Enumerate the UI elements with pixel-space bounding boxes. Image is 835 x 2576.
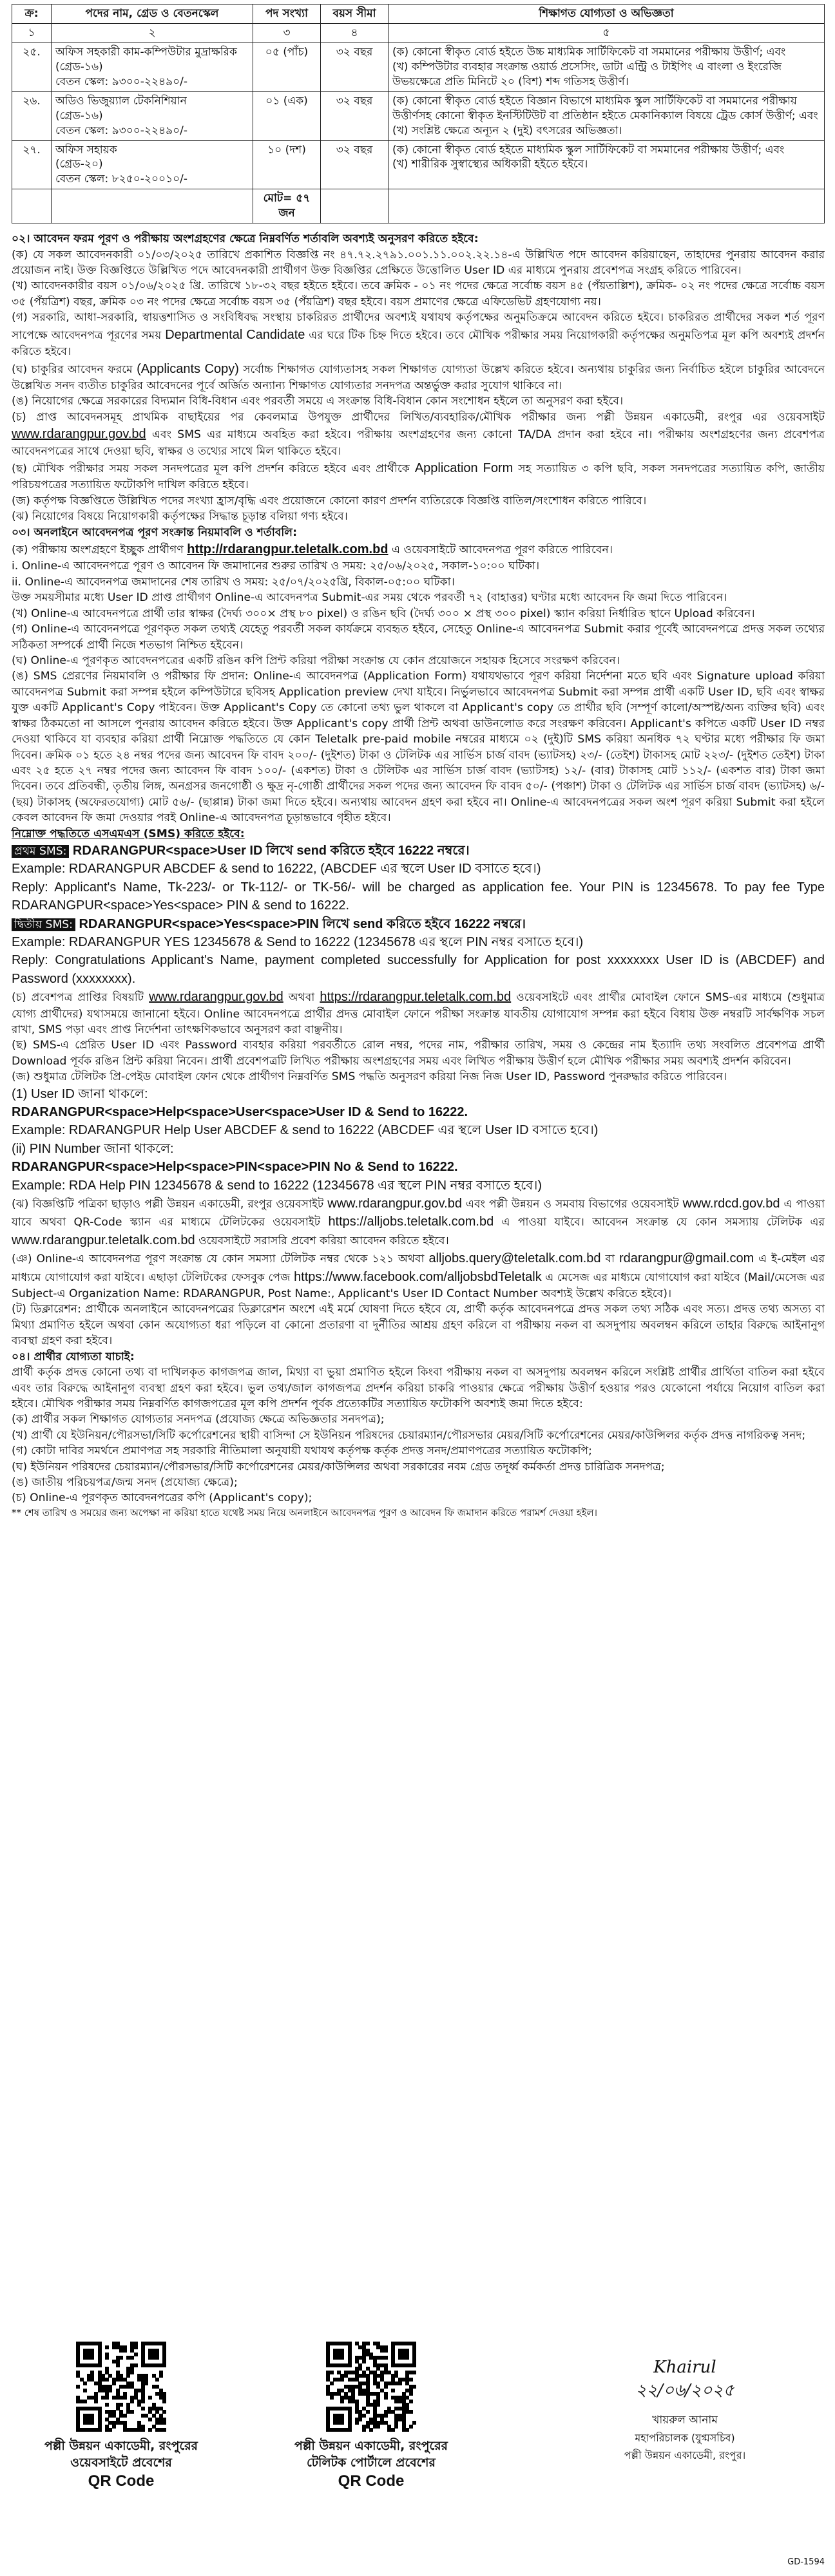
- website-link[interactable]: www.rdarangpur.gov.bd: [149, 990, 283, 1005]
- email-link[interactable]: alljobs.query@teletalk.com.bd: [428, 1251, 601, 1266]
- paragraph: Example: RDA Help PIN 12345678 & send to 16222 (12345678 এর স্থলে PIN নম্বর বসাতে হবে।): [12, 1178, 542, 1193]
- qr-module: [148, 2418, 152, 2421]
- row-age: ৩২ বছর: [321, 140, 389, 189]
- qr-module: [330, 2371, 334, 2374]
- paragraph: [12, 1195, 825, 1249]
- qr-module: [362, 2414, 366, 2418]
- text: এ পাওয়া যাইবে। আবেদন সংক্রান্ত যে কোন সমস্যায় টেলিটক এর: [501, 1216, 825, 1229]
- qr-module: [384, 2414, 388, 2418]
- header-count: পদ সংখ্যা: [253, 5, 321, 24]
- qr-module: [412, 2363, 416, 2367]
- page: [12, 4, 825, 2567]
- qr-module: [130, 2410, 134, 2414]
- row-qualification: (ক) কোনো স্বীকৃত বোর্ড হইতে মাধ্যমিক স্কুল সার্টিফিকেট বা সমমানের পরীক্ষায় উত্তীর্ণ; এবং (খ) শারীরিক সুস্বাস্থ্যের অধিকারী হইতে হইবে।: [389, 140, 825, 189]
- qr-module: [409, 2425, 413, 2429]
- total-row: [12, 189, 825, 223]
- text: (ক) পরীক্ষায় অংশগ্রহণে ইচ্ছুক প্রার্থীগণ: [12, 544, 184, 557]
- spacer: [12, 189, 52, 223]
- qr-module: [412, 2421, 416, 2425]
- qr-module: [76, 2385, 80, 2389]
- text: এবং SMS এর মাধ্যমে অবহিত করা হইবে। পরীক্ষায় অংশগ্রহণের জন্য কোনো TA/DA প্রদান করা হইবে না। পরীক্ষায় অংশগ্রহণের জন্য প্রবেশপত্র আবেদনপত্রের সাথে দেওয়া ছবি, স্বাক্ষর ও তথ্যের সাথে মিল থাকিতে হইবে।: [12, 428, 825, 458]
- caption-line: QR Code: [338, 2472, 405, 2490]
- sms-step: [12, 915, 825, 933]
- qr-module: [130, 2400, 134, 2403]
- qr-module: [394, 2425, 398, 2429]
- qr-module: [366, 2410, 370, 2414]
- sms1-reply: Reply: Applicant's Name, Tk-223/- or Tk-112/- or TK-56/- will be charged as application fee. Your PIN is 12345678. To pay fee Type RDARANGPUR<space>Yes<space> PIN & send to 16222.: [12, 880, 825, 913]
- row-count: ০৫ (পাঁচ): [253, 43, 321, 91]
- paragraph: [12, 410, 825, 459]
- post-scale: বেতন স্কেল: ৮২৫০-২০০১০/-: [55, 173, 188, 186]
- row-count: ০১ (এক): [253, 91, 321, 140]
- caption-line: পল্লী উন্নয়ন একাডেমী, রংপুরের: [44, 2439, 198, 2453]
- qr-module: [162, 2363, 166, 2367]
- paragraph: (ঙ) SMS প্রেরণের নিয়মাবলি ও পরীক্ষার ফি প্রদান: Online-এ আবেদনপত্র (Application Form) যথাযথভাবে পূরণ করিয়া নির্দেশনা মতে ছবি এবং Signature upload করিয়া আবেদনপত্র Submit করা সম্পন্ন হইলে কম্পিউটারে ছবিসহ Application preview দেখা যাইবে। নির্ভুলভাবে আবেদনপত্র Submit করা সম্পন্ন প্রার্থী একটি User ID, ছবি এবং স্বাক্ষর যুক্ত একটি Applicant's Copy পাইবেন। উক্ত Applicant's Copy তে কোনো তথ্য ভুল থাকলে বা Applicant's copy তে প্রার্থীর ছবি (সম্পূর্ণ কালো/অস্পষ্ট/অন্য ব্যক্তির ছবি) এবং স্বাক্ষর ঠিকমতো না আসলে পুনরায় আবেদন করিতে হইবে। উক্ত Applicant's copy প্রার্থী প্রিন্ট অথবা ডাউনলোড করে সংরক্ষণ করিবেন। Applicant's কপিতে একটি User ID নম্বর দেওয়া থাকিবে যা ব্যবহার করিয়া প্রার্থী নিম্নোক্ত পদ্ধতিতে যে কোন Teletalk pre-paid mobile নম্বরের মাধ্যমে ০২ (দুই)টি SMS করিয়া অনধিক ৭২ ঘণ্টার মধ্যে পরীক্ষার ফি জমা দিবেন। ক্রমিক ০১ হতে ২৪ নম্বর পদের জন্য আবেদন ফি বাবদ ২০০/- (দুইশত) টাকা ও টেলিটক এর সার্ভিস চার্জ বাবদ (ভ্যাটসহ) ২৩/- (তেইশ) টাকাসহ মোট ২২৩/- (দুইশত তেইশ) টাকা এবং ২৫ হতে ২৭ নম্বর পদের জন্য আবেদন ফি বাবদ ১০০/- (একশত) টাকা ও টেলিটক এর সার্ভিস চার্জ বাবদ (ভ্যাটসহ) ১২/- (বার) টাকাসহ মোট ১১২/- (একশত বার) টাকা জমা দিবেন। তবে প্রতিবন্ধী, তৃতীয় লিঙ্গ, অনগ্রসর জনগোষ্ঠী ও ক্ষুদ্র নৃ-গোষ্ঠী প্রার্থীদের সকল পদের জন্য আবেদন ফি বাবদ ৫০/- (পঞ্চাশ) টাকা ও টেলিটক এর সার্ভিস চার্জ বাবদ (ভ্যাটসহ) ৬/- (ছয়) টাকাসহ (অফেরতযোগ্য) মোট ৫৬/- (ছাপ্পান্ন) টাকা জমা দিতে হইবে। অন্যথায় আবেদন গ্রহণ করা হইবে না। Online-এ আবেদনপত্রের সকল অংশ পূরণ করিয়া Submit করা হইলে কেবল আবেদন ফি জমা দেওয়ার পরই Online-এ আবেদনপত্র চূড়ান্তভাবে গৃহীত হইবে।: [12, 670, 825, 825]
- qr-module: [162, 2421, 166, 2425]
- qr1-caption: [31, 2438, 211, 2492]
- qr-module: [119, 2356, 123, 2360]
- post-grade: (গ্রেড-১৬): [55, 109, 103, 122]
- row-age: ৩২ বছর: [321, 91, 389, 140]
- qr-module: [362, 2360, 366, 2363]
- qr-module: [105, 2378, 109, 2382]
- website-link[interactable]: www.rdarangpur.gov.bd: [12, 427, 146, 442]
- qr-module: [141, 2407, 145, 2410]
- paragraph: (চ) Online-এ পূরণকৃত আবেদনপত্রের কপি (Applicant's copy);: [12, 1492, 312, 1505]
- qr-module: [83, 2389, 87, 2392]
- qr-module: [405, 2428, 409, 2432]
- caption-line: ওয়েবসাইটে প্রবেশের: [70, 2455, 172, 2470]
- advice-note: ** শেষ তারিখ ও সময়ের জন্য অপেক্ষা না করিয়া হাতে যথেষ্ট সময় নিয়ে অনলাইনে আবেদনপত্র পূরণ ও আবেদন ফি জমাদান করিতে পরামর্শ দেওয়া হইল।: [12, 1506, 597, 1519]
- spacer: [321, 189, 389, 223]
- paragraph: [12, 988, 825, 1037]
- paragraph: (জ) কর্তৃপক্ষ বিজ্ঞপ্তিতে উল্লিখিত পদের সংখ্যা হ্রাস/বৃদ্ধি এবং প্রয়োজনে কোনো কারণ প্রদর্শন ব্যতিরেকে বিজ্ঞপ্তি বাতিল/সংশোধন করিতে পারিবে।: [12, 494, 647, 507]
- paragraph: [12, 360, 825, 394]
- paragraph: (খ) প্রার্থী যে ইউনিয়ন/পৌরসভা/সিটি কর্পোরেশনের স্থায়ী বাসিন্দা সে ইউনিয়ন পরিষদের চেয়ারম্যান/পৌরসভার মেয়র/সিটি কর্পোরেশনের মেয়র/কাউন্সিলর কর্তৃক প্রদত্ত নাগরিকত্ব সনদ;: [12, 1428, 806, 1442]
- sms2-reply: Reply: Congratulations Applicant's Name, payment completed successfully for Application for post xxxxxxxx User ID is (ABCDEF) and Password (xxxxxxxx).: [12, 953, 825, 986]
- qr-module: [409, 2378, 413, 2382]
- text: (গ) সরকারি, আধা-সরকারি, স্বায়ত্তশাসিত ও সংবিধিবদ্ধ সংস্থায় চাকরিরত প্রার্থীদের অবশ্যই যথাযথ কর্তৃপক্ষের অনুমতিক্রমে আবেদন করিতে হইবে। চাকরিরত প্রার্থীদের সকল শর্ত পূরণ সাপেক্ষে আবেদনপত্র পূরণের সময়: [12, 311, 825, 342]
- qr-module: [105, 2356, 109, 2360]
- signer-title: মহাপরিচালক (যুগ্মসচিব): [635, 2432, 735, 2444]
- qr-module: [348, 2428, 352, 2432]
- section-heading: ০৪। প্রার্থীর যোগ্যতা যাচাই:: [12, 1350, 135, 1363]
- qr-module: [358, 2418, 362, 2421]
- qr-module: [105, 2345, 109, 2349]
- email-link[interactable]: rdarangpur@gmail.com: [619, 1251, 754, 1266]
- text: ওয়েবসাইটে সরাসরি প্রবেশ করিয়া আবেদন করিতে হইবে।: [198, 1234, 449, 1247]
- index-cell: ৫: [389, 23, 825, 43]
- paragraph: (ঝ) নিয়োগের বিষয়ে নিয়োগকারী কর্তৃপক্ষের সিদ্ধান্ত চূড়ান্ত বলিয়া গণ্য হইবে।: [12, 510, 348, 524]
- text: এর ঘরে টিক চিহ্ন দিতে হইবে। তবে মৌখিক পরীক্ষার সময় নিয়োগকারী কর্তৃপক্ষের অনুমতিপত্র মূল কপি অবশ্যই প্রদর্শন করিতে হইবে।: [12, 328, 825, 359]
- paragraph: (খ) Online-এ আবেদনপত্রে প্রার্থী তার স্বাক্ষর (দৈর্ঘ্য ৩০০× প্রস্থ ৮০ pixel) ও রঙিন ছবি (দৈর্ঘ্য ৩০০ × প্রস্থ ৩০০ pixel) স্ক্যান করিয়া নির্ধারিত স্থানে Upload করিবেন।: [12, 607, 755, 620]
- paragraph: (গ) কোটা দাবির সমর্থনে প্রমাণপত্র সহ সরকারি নীতিমালা অনুযায়ী যথাযথ কর্তৃপক্ষ কর্তৃক প্রদত্ত সনদ/প্রমাণপত্রের সত্যায়িত ফটোকপি;: [12, 1444, 592, 1458]
- qr-module: [141, 2400, 145, 2403]
- paragraph: i. Online-এ আবেদনপত্রে পূরণ ও আবেদন ফি জমাদানের শুরুর তারিখ ও সময়: ২৫/০৬/২০২৫, সকাল-১০:০০ ঘটিকা।: [12, 560, 540, 573]
- qr-module: [141, 2428, 145, 2432]
- paragraph: [12, 540, 825, 558]
- header-qualification: শিক্ষাগত যোগ্যতা ও অভিজ্ঞতা: [389, 5, 825, 24]
- paragraph: (ii) PIN Number জানা থাকলে:: [12, 1141, 174, 1156]
- qr-module: [391, 2428, 395, 2432]
- qr-module: [405, 2356, 409, 2360]
- qr-module: [123, 2414, 127, 2418]
- paragraph: RDARANGPUR<space>Help<space>PIN<space>PIN No & Send to 16222.: [12, 1160, 458, 1175]
- qr-module: [391, 2389, 395, 2392]
- post-grade: (গ্রেড-২০): [55, 158, 103, 171]
- website-link[interactable]: https://alljobs.teletalk.com.bd: [328, 1215, 494, 1229]
- applicants-copy: (Applicants Copy): [137, 361, 239, 376]
- text: বা: [605, 1253, 615, 1266]
- website-link[interactable]: www.rdcd.gov.bd: [682, 1197, 780, 1211]
- notes-section: [12, 231, 825, 1520]
- row-count: ১০ (দশ): [253, 140, 321, 189]
- qr-module: [134, 2363, 138, 2367]
- qr-module: [98, 2363, 102, 2367]
- table-index-row: [12, 23, 825, 43]
- text: (চ) প্রাপ্ত আবেদনসমূহ প্রাথমিক বাছাইয়ের পর কেবলমাত্র উপযুক্ত প্রার্থীদের লিখিত/ব্যবহারিক/মৌখিক পরীক্ষার জন্য পল্লী উন্নয়ন একাডেমী, রংপুর এর ওয়েবসাইট: [12, 410, 825, 424]
- text: এ পাওয়া যাবে অথবা QR-Code স্ক্যান এর মাধ্যমে টেলিটকের ওয়েবসাইট: [12, 1198, 825, 1229]
- qr-module: [105, 2403, 109, 2407]
- row-sl: ২৬.: [12, 91, 52, 140]
- qr-module: [83, 2400, 87, 2403]
- qr-module: [362, 2428, 366, 2432]
- qr-module: [90, 2421, 94, 2425]
- qr-module: [155, 2378, 159, 2382]
- qr-module: [123, 2396, 127, 2400]
- table-row: [12, 140, 825, 189]
- qr-module: [348, 2363, 352, 2367]
- paragraph: (ছ) SMS-এ প্রেরিত User ID এবং Password ব্যবহার করিয়া পরবর্তীতে রোল নম্বর, পদের নাম, পরীক্ষার তারিখ, সময় ও কেন্দ্রের নাম ইত্যাদি তথ্য সংবলিত প্রবেশপত্র প্রার্থী Download পূর্বক রঙিন প্রিন্ট করিয়া নিবেন। প্রার্থী প্রবেশপত্রটি লিখিত পরীক্ষায় অংশগ্রহণের সময় এবং লিখিত পরীক্ষায় উত্তীর্ণ হলে মৌখিক পরীক্ষার সময় অবশ্যই প্রদর্শন করিবেন।: [12, 1039, 825, 1068]
- post-scale: বেতন স্কেল: ৯৩০০-২২৪৯০/-: [55, 75, 188, 88]
- teletalk-link[interactable]: http://rdarangpur.teletalk.com.bd: [187, 542, 389, 557]
- qr-module: [412, 2371, 416, 2374]
- qr-module: [159, 2374, 163, 2378]
- paragraph: [12, 310, 825, 359]
- qr-module: [98, 2428, 102, 2432]
- qr-module: [376, 2425, 380, 2429]
- qr2-caption: [281, 2438, 461, 2492]
- text: সর্বোচ্চ শিক্ষাগত যোগ্যতাসহ সকল শিক্ষাগত যোগ্যতা উল্লেখ করিতে হইবে। অন্যথায় চাকুরির জন্য নির্বাচিত হইলে চাকুরির আবেদনে উল্লেখিত সনদ ব্যতীত চাকুরির আবেদনের পূর্বে অর্জিত অন্যান্য শিক্ষাগত যোগ্যতার সনদপত্র অন্তর্ভুক্ত করার সুযোগ থাকিবে না।: [12, 363, 825, 392]
- posts-table: [12, 4, 825, 223]
- departmental-candidate: Departmental Candidate: [165, 327, 305, 342]
- text: অথবা: [288, 991, 315, 1005]
- text: (ঘ) চাকুরির আবেদন ফরমে: [12, 363, 133, 376]
- table-header-row: [12, 5, 825, 24]
- text: (ঝ) বিজ্ঞপ্তিটি পত্রিকা ছাড়াও পল্লী উন্নয়ন একাডেমী, রংপুর ওয়েবসাইট: [12, 1198, 324, 1211]
- qr-module: [130, 2371, 134, 2374]
- qr-module: [340, 2356, 344, 2360]
- application-form: Application Form: [414, 461, 513, 475]
- text: এ ই-মেইল এর মাধ্যমে যোগাযোগ করা যাইবে। এছাড়া টেলিটকের ফেসবুক পেজ: [12, 1253, 825, 1284]
- index-cell: ১: [12, 23, 52, 43]
- paragraph: (ঘ) Online-এ পূরণকৃত আবেদনপত্রের একটি রঙিন কপি প্রিন্ট করিয়া পরীক্ষা সংক্রান্ত যে কোন প্রয়োজনে সহায়ক হিসেবে সংরক্ষণ করিবেন।: [12, 654, 620, 667]
- text: এ মেসেজ এর মাধ্যমে যোগাযোগ করা যাইবে (Mail/মেসেজ এর Subject-এ Organization Name: RDARANGPUR, Post Name:, Applicant's User ID Contact Number অবশ্যই উল্লেখ করিতে হইবে)।: [12, 1271, 825, 1300]
- signature-block: [611, 2358, 759, 2465]
- sms1-text: RDARANGPUR<space>User ID লিখে send করিতে হইবে 16222 নম্বরে।: [72, 844, 470, 858]
- paragraph: Example: RDARANGPUR Help User ABCDEF & send to 16222 (ABCDEF এর স্থলে User ID বসাতে হবে।): [12, 1123, 599, 1138]
- qr-module: [412, 2385, 416, 2389]
- sms-intro: নিম্নোক্ত পদ্ধতিতে এসএমএস (SMS) করিতে হইবে:: [12, 827, 245, 840]
- qr-module: [108, 2389, 112, 2392]
- paragraph: RDARANGPUR<space>Help<space>User<space>User ID & Send to 16222.: [12, 1105, 468, 1120]
- qr-module: [162, 2428, 166, 2432]
- paragraph: ii. Online-এ আবেদনপত্র জমাদানের শেষ তারিখ ও সময়: ২৫/০৭/২০২৫খ্রি, বিকাল-০৫:০০ ঘটিকা।: [12, 575, 455, 589]
- caption-line: পল্লী উন্নয়ন একাডেমী, রংপুরের: [294, 2439, 448, 2453]
- text: ওয়েবসাইটে এবং প্রার্থীর মোবাইল ফোনে SMS-এর মাধ্যমে (শুধুমাত্র যোগ্য প্রার্থীদের) যথাসময়ে জানানো হইবে। Online আবেদনপত্রে প্রার্থীর প্রদত্ত মোবাইল ফোনে পরীক্ষা সংক্রান্ত যাবতীয় যোগাযোগ সম্পন্ন করা হইবে বিধায় উক্ত নম্বরটি সার্বক্ষণিক সচল রাখা, SMS পড়া এবং প্রাপ্ত নির্দেশনা তাৎক্ষণিকভাবে অনুসরণ করা বাঞ্ছনীয়।: [12, 991, 825, 1036]
- qr-module: [123, 2349, 127, 2353]
- row-post: [52, 43, 253, 91]
- qr-module: [340, 2378, 344, 2382]
- website-link[interactable]: www.rdarangpur.gov.bd: [327, 1197, 462, 1211]
- qr-module: [94, 2400, 98, 2403]
- header-sl: ক্র:: [12, 5, 52, 24]
- table-row: [12, 91, 825, 140]
- text: (চ) প্রবেশপত্র প্রাপ্তির বিষয়টি: [12, 991, 144, 1005]
- text: এ ওয়েবসাইটে আবেদনপত্র পূরণ করিতে পারিবেন।: [391, 544, 613, 557]
- row-post: [52, 91, 253, 140]
- qr-module: [384, 2356, 388, 2360]
- qr-module: [366, 2342, 370, 2345]
- paragraph: (ঙ) নিয়োগের ক্ষেত্রে সরকারের বিদ্যমান বিধি-বিধান এবং পরবর্তী সময়ে এ সংক্রান্ত বিধি-বিধান কোন সংশোধন হইলে তা অনুসরণ করা হইবে।: [12, 395, 624, 408]
- qr-module: [112, 2382, 116, 2385]
- qr-module: [108, 2428, 112, 2432]
- total-cell: মোট= ৫৭ জন: [253, 189, 321, 223]
- paragraph: (1) User ID জানা থাকলে:: [12, 1086, 148, 1101]
- post-name: অফিস সহকারী কাম-কম্পিউটার মুদ্রাক্ষরিক: [55, 45, 237, 59]
- website-qr-code-icon[interactable]: [76, 2342, 166, 2432]
- sms2-tag: দ্বিতীয় SMS:: [12, 918, 75, 931]
- caption-line: QR Code: [88, 2472, 155, 2490]
- index-cell: ২: [52, 23, 253, 43]
- header-post: পদের নাম, গ্রেড ও বেতনস্কেল: [52, 5, 253, 24]
- sms1-tag: প্রথম SMS:: [12, 845, 69, 858]
- table-row: [12, 43, 825, 91]
- qr-module: [409, 2410, 413, 2414]
- post-grade: (গ্রেড-১৬): [55, 60, 103, 73]
- qr-module: [162, 2410, 166, 2414]
- paragraph: (গ) Online-এ আবেদনপত্রে পূরণকৃত সকল তথ্যই যেহেতু পরবর্তী সকল কার্যক্রমে ব্যবহৃত হইবে, সেহেতু Online-এ আবেদনপত্র Submit করার পূর্বেই আবেদনপত্রে প্রদত্ত সকল তথ্যের সঠিকতা সম্পর্কে প্রার্থী নিজে শতভাগ নিশ্চিত হইবেন।: [12, 623, 825, 652]
- post-name: অফিস সহায়ক: [55, 143, 117, 156]
- paragraph: (ঙ) জাতীয় পরিচয়পত্র/জন্ম সনদ (প্রযোজ্য ক্ষেত্রে);: [12, 1476, 238, 1490]
- qr-module: [384, 2396, 388, 2400]
- section-heading: ০২। আবেদন ফরম পূরণ ও পরীক্ষায় অংশগ্রহণের ক্ষেত্রে নিম্নবর্ণিত শর্তাবলি অবশ্যই অনুসরণ করিতে হইবে:: [12, 232, 479, 246]
- paragraph: [12, 459, 825, 493]
- paragraph: [12, 1249, 825, 1302]
- qr-module: [119, 2403, 123, 2407]
- teletalk-link[interactable]: https://rdarangpur.teletalk.com.bd: [320, 990, 512, 1005]
- signature: Khairul ২২/০৬/২০২৫: [635, 2358, 734, 2400]
- text: (ঞ) Online-এ আবেদনপত্র পূরণ সংক্রান্ত যে কোন সমস্যা টেলিটক নম্বর থেকে ১২১ অথবা: [12, 1253, 425, 1266]
- section-heading: ০৩। অনলাইনে আবেদনপত্র পূরণ সংক্রান্ত নিয়মাবলি ও শর্তাবলি:: [12, 526, 297, 539]
- qr-module: [376, 2403, 380, 2407]
- index-cell: ৪: [321, 23, 389, 43]
- paragraph: (ঘ) ইউনিয়ন পরিষদের চেয়ারম্যান/পৌরসভার/সিটি কর্পোরেশনের মেয়র/কাউন্সিলর অথবা সরকারের নবম গ্রেড তদূর্ধ্ব কর্মকর্তা প্রদত্ত চারিত্রিক সনদপত্র;: [12, 1460, 665, 1473]
- paragraph: (ট) ডিক্লারেশন: প্রার্থীকে অনলাইনে আবেদনপত্রের ডিক্লারেশন অংশে এই মর্মে ঘোষণা দিতে হইবে যে, প্রার্থী কর্তৃক আবেদনপত্রে প্রদত্ত সকল তথ্য সঠিক এবং সত্য। প্রদত্ত তথ্য অসত্য বা মিথ্যা প্রমাণিত হইলে অথবা কোন অযোগ্যতা ধরা পড়িলে বা কোনো প্রতারণা বা দুর্নীতির আশ্রয় গ্রহণ করিলে বা পরীক্ষায় নকল বা অসদুপায় অবলম্বন করিলে তাহার বিরুদ্ধে আইনানুগ ব্যবস্থা গ্রহণ করা হইবে।: [12, 1303, 825, 1348]
- spacer: [389, 189, 825, 223]
- qr-module: [330, 2396, 334, 2400]
- qr-module: [340, 2400, 344, 2403]
- qr-module: [162, 2400, 166, 2403]
- signer-org: পল্লী উন্নয়ন একাডেমী, রংপুর।: [624, 2449, 746, 2461]
- paragraph: উক্ত সময়সীমার মধ্যে User ID প্রাপ্ত প্রার্থীগণ Online-এ আবেদনপত্র Submit-এর সময় থেকে পরবর্তী ৭২ (বাহাত্তর) ঘণ্টার মধ্যে আবেদন ফি জমা দিতে পারিবেন।: [12, 591, 727, 605]
- sms-step: [12, 842, 825, 860]
- website-link[interactable]: www.rdarangpur.teletalk.com.bd: [12, 1233, 195, 1247]
- qr-module: [144, 2382, 148, 2385]
- paragraph: (ক) প্রার্থীর সকল শিক্ষাগত যোগ্যতার সনদপত্র (প্রযোজ্য ক্ষেত্রে অভিজ্ঞতার সনদপত্র);: [12, 1413, 385, 1426]
- qr-module: [384, 2385, 388, 2389]
- paragraph: প্রার্থী কর্তৃক প্রদত্ত কোনো তথ্য বা দাখিলকৃত কাগজপত্র জাল, মিথ্যা বা ভুয়া প্রমাণিত হইলে কিংবা পরীক্ষায় নকল বা অসদুপায় অবলম্বন করিলে সংশ্লিষ্ট প্রার্থীর প্রার্থিতা বাতিল করা হইবে এবং তার বিরুদ্ধে আইনানুগ ব্যবস্থা গ্রহণ করা হইবে। ভুল তথ্য/জাল কাগজপত্র প্রদর্শন করিয়া চাকরি পাওয়ার ক্ষেত্রে পরীক্ষায় উত্তীর্ণ হওয়ার পরও যেকোনো পর্যায়ে নিয়োগ বাতিল করা হইবে। মৌখিক পরীক্ষার সময় নিম্নবর্ণিত কাগজপত্রের মূল কপি প্রদর্শন পূর্বক প্রত্যেকটির সত্যায়িত ফটোকপি অবশ্যই জমা দিতে হইবে:: [12, 1366, 825, 1410]
- qr-module: [148, 2396, 152, 2400]
- sms2-example: Example: RDARANGPUR YES 12345678 & Send to 16222 (12345678 এর স্থলে PIN নম্বর বসাতে হবে।): [12, 935, 584, 950]
- paragraph: (জ) শুধুমাত্র টেলিটক প্রি-পেইড মোবাইল ফোন থেকে প্রার্থীগণ নিম্নবর্ণিত SMS পদ্ধতি অনুসরণ করিয়া নিজ নিজ User ID, Password পুনরুদ্ধার করিতে পারিবেন।: [12, 1070, 727, 1084]
- qr-module: [126, 2374, 130, 2378]
- qr-module: [134, 2353, 138, 2356]
- facebook-link[interactable]: https://www.facebook.com/alljobsbdTeletalk: [294, 1269, 542, 1284]
- row-sl: ২৭.: [12, 140, 52, 189]
- qr-module: [130, 2356, 134, 2360]
- teletalk-qr-code-icon[interactable]: [326, 2342, 416, 2432]
- spacer: [52, 189, 253, 223]
- index-cell: ৩: [253, 23, 321, 43]
- signer-name: খায়রুল আনাম: [652, 2414, 718, 2427]
- caption-line: টেলিটক পোর্টালে প্রবেশের: [306, 2455, 436, 2470]
- sms1-example: Example: RDARANGPUR ABCDEF & send to 16222, (ABCDEF এর স্থলে User ID বসাতে হবে।): [12, 862, 541, 876]
- header-age: বয়স সীমা: [321, 5, 389, 24]
- row-post: [52, 140, 253, 189]
- qr-module: [112, 2425, 116, 2429]
- qr-module: [105, 2396, 109, 2400]
- qr-module: [355, 2421, 359, 2425]
- row-sl: ২৫.: [12, 43, 52, 91]
- row-age: ৩২ বছর: [321, 43, 389, 91]
- qr-module: [90, 2356, 94, 2360]
- footer: [12, 2335, 825, 2567]
- post-name: অডিও ভিজুয়্যাল টেকনিশিয়ান: [55, 94, 187, 108]
- qr-module: [409, 2400, 413, 2403]
- document-code: GD-1594: [787, 2557, 825, 2567]
- sms2-text: RDARANGPUR<space>Yes<space>PIN লিখে send করিতে হইবে 16222 নম্বরে।: [79, 916, 526, 931]
- qr-module: [398, 2382, 402, 2385]
- row-qualification: (ক) কোনো স্বীকৃত বোর্ড হইতে বিজ্ঞান বিভাগে মাধ্যমিক স্কুল সার্টিফিকেট বা সমমানের পরীক্ষায় উত্তীর্ণসহ কোনো স্বীকৃত ইনস্টিটিউট বা প্রতিষ্ঠান হইতে মেকানিক্যাল বিষয়ে ট্রেড কোর্স উত্তীর্ণ; এবং (খ) সংশ্লিষ্ট ক্ষেত্রে অন্যূন ২ (দুই) বৎসরের অভিজ্ঞতা।: [389, 91, 825, 140]
- qr-module: [369, 2428, 373, 2432]
- paragraph: (খ) আবেদনকারীর বয়স ০১/০৬/২০২৫ খ্রি. তারিখে ১৮-৩২ বছর হইতে হইবে। তবে ক্রমিক - ০১ নং পদের ক্ষেত্রে সর্বোচ্চ বয়স ৪৫ (পঁয়তাল্লিশ), ক্রমিক- ০২ নং পদের ক্ষেত্রে সর্বোচ্চ বয়স ৩৫ (পঁয়ত্রিশ) বছর, ক্রমিক ০৩ নং পদের ক্ষেত্রে সর্বোচ্চ বয়স ৩৫ (পঁয়ত্রিশ) বছর হইবে। বয়স প্রমাণের ক্ষেত্রে এফিডেভিট গ্রহণযোগ্য নয়।: [12, 279, 825, 308]
- qr-module: [330, 2382, 334, 2385]
- text: (ছ) মৌখিক পরীক্ষার সময় সকল সনদপত্রের মূল কপি প্রদর্শন করিতে হইবে এবং প্রার্থীকে: [12, 462, 410, 475]
- row-qualification: (ক) কোনো স্বীকৃত বোর্ড হইতে উচ্চ মাধ্যমিক সার্টিফিকেট বা সমমানের পরীক্ষায় উত্তীর্ণ; এবং (খ) কম্পিউটার ব্যবহার সংক্রান্ত ওয়ার্ড প্রসেসিং, ডাটা এন্ট্রি ও টাইপিং এ বাংলা ও ইংরেজি উভয়ক্ষেত্রে প্রতি মিনিটে ২০ (বিশ) শব্দ গতিসহ উত্তীর্ণ।: [389, 43, 825, 91]
- qr-module: [155, 2356, 159, 2360]
- qr-module: [134, 2345, 138, 2349]
- text: এবং পল্লী উন্নয়ন ও সমবায় বিভাগের ওয়েবসাইট: [465, 1198, 679, 1211]
- text: সহ সত্যায়িত ৩ কপি ছবি, সকল সনদপত্রের সত্যায়িত কপি, জাতীয় পরিচয়পত্রের সত্যায়িত ফটোকপি দাখিল করিতে হইবে।: [12, 462, 825, 492]
- qr-module: [116, 2363, 120, 2367]
- qr-module: [148, 2428, 152, 2432]
- post-scale: বেতন স্কেল: ৯৩০০-২২৪৯০/-: [55, 124, 188, 137]
- qr-module: [340, 2421, 344, 2425]
- qr-module: [83, 2382, 87, 2385]
- qr-module: [409, 2392, 413, 2396]
- paragraph: (ক) যে সকল আবেদনকারী ০১/০৩/২০২৫ তারিখে প্রকাশিত বিজ্ঞপ্তি নং ৪৭.৭২.২৭৯১.০০১.১১.০০২.২২.১৪-এ উল্লিখিত পদে আবেদন করিয়াছেন, তাহাদের পুনরায় আবেদন করার প্রয়োজন নাই। উক্ত বিজ্ঞপ্তিতে উল্লিখিত পদে আবেদনকারী প্রার্থীগণ উক্ত বিজ্ঞপ্তির প্রেক্ষিতে উত্তোলিত User ID এর মাধ্যমে পুনরায় প্রবেশপত্র সংগ্রহ করিতে পারিবেন।: [12, 248, 825, 278]
- qr-module: [384, 2349, 388, 2353]
